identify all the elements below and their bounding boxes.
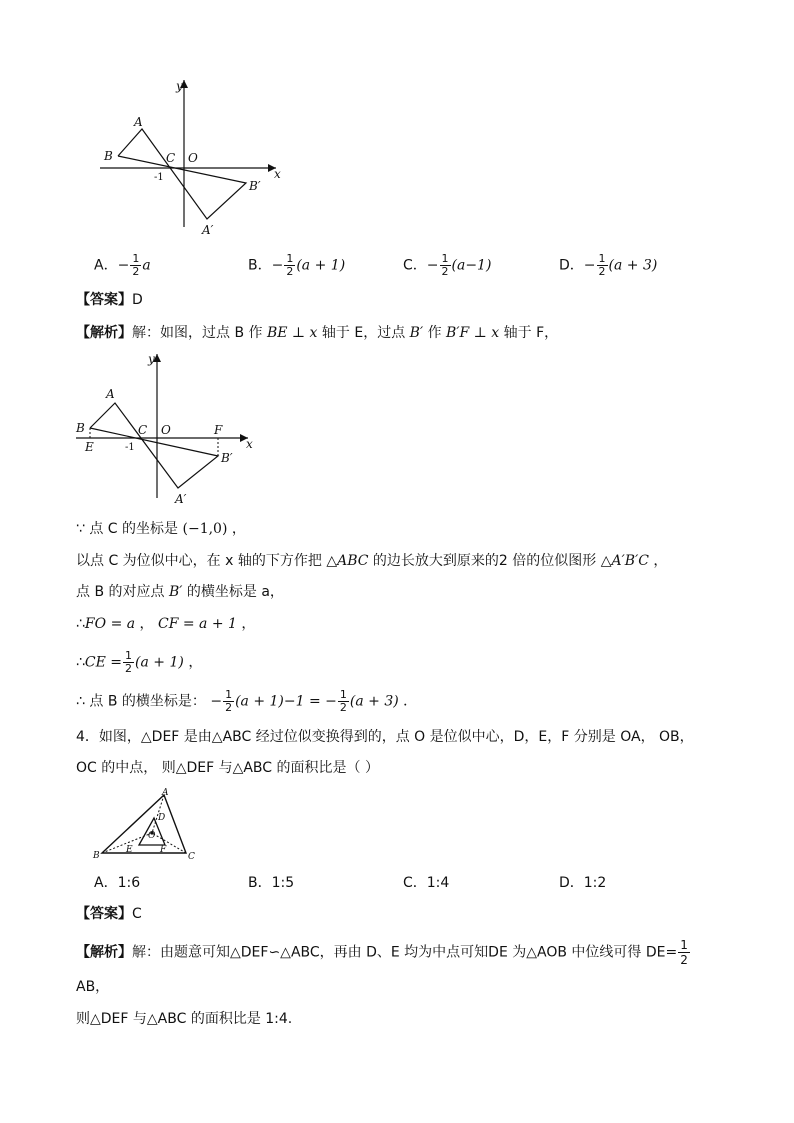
fig1-label-b: B [104,149,113,163]
figure-triangle-similar [88,786,208,864]
q4-analysis-cont: AB， [76,979,110,995]
fig1-label-c: C [166,151,176,165]
fig1-label-y: y [176,79,183,93]
fig1-label-bprime: B′ [249,179,261,193]
q4-stem-line-1: 4．如图，△DEF 是由△ABC 经过位似变换得到的，点 O 是位似中心，D，E，F 分别是 OA， OB， [76,729,694,745]
fig2-label-neg1: -1 [125,442,135,453]
fig1-label-aprime: A′ [202,223,214,237]
q4-label-f: F [160,845,167,855]
fig1-label-a: A [134,115,143,129]
q4-option-d[interactable]: D．1:2 [559,875,607,891]
step-2: 以点 C 为位似中心，在 x 轴的下方作把 △ABC 的边长放大到原来的2 倍的位似图形 △A′B′C ， [76,553,668,569]
fig2-label-bprime: B′ [221,451,233,465]
figure-coordinate-1 [96,72,296,242]
q4-label-e: E [126,845,133,855]
answer-value: C [132,906,142,922]
fig2-label-o: O [161,423,171,437]
q4-option-c[interactable]: C．1:4 [403,875,450,891]
q3-answer [76,290,143,310]
q4-conclusion: 则△DEF 与△ABC 的面积比是 1:4. [76,1011,293,1027]
analysis-tag: 【解析】 [76,325,132,341]
q3-option-c[interactable]: C．− $\frac{1}{2}$ (a−1) [403,252,492,278]
q3-analysis: 【解析】解：如图，过点 B 作 BE ⊥ x 轴于 E，过点 B′ 作 B′F ⊥ x 轴于 F， [76,325,559,341]
step-6: ∴ 点 B 的横坐标是： − $\frac{1}{2}$ (a + 1)−1 = − $\frac{1}{2}$ (a + 3) ． [76,688,418,714]
q4-label-o: O [148,831,156,841]
q4-analysis: 【解析】解：由题意可知△DEF∽△ABC，再由 D、E 均为中点可知DE 为△AOB 中位线可得 DE= $\frac{1}{2}$ [76,938,688,967]
q4-option-b[interactable]: B．1:5 [248,875,295,891]
step-3: 点 B 的对应点 B′ 的横坐标是 a， [76,584,284,600]
q4-answer [76,904,142,924]
q4-stem-line-2: OC 的中点， 则△DEF 与△ABC 的面积比是（ ） [76,760,379,776]
q4-label-d: D [158,813,166,823]
q3-option-d[interactable]: D．− $\frac{1}{2}$ (a + 3) [559,252,658,278]
step-5: ∴CE = $\frac{1}{2}$ (a + 1) ， [76,649,203,675]
q3-option-b[interactable]: B．− $\frac{1}{2}$ (a + 1) [248,252,346,278]
fig2-label-y: y [148,352,155,366]
fig2-label-x: x [246,437,253,451]
fig2-label-a: A [106,387,115,401]
fig2-label-f: F [214,423,223,437]
figure-coordinate-2 [72,346,262,510]
answer-tag: 【答案】 [76,292,132,308]
step-1: ∵ 点 C 的坐标是 (−1,0) ， [76,521,246,537]
fig2-label-b: B [76,421,85,435]
fig2-label-e: E [85,440,94,454]
q3-option-a[interactable]: A．− $\frac{1}{2}$ a [94,252,151,278]
step-4: ∴FO = a ， CF = a + 1 ， [76,616,256,632]
q4-label-b: B [93,851,100,861]
q4-label-a: A [162,788,169,798]
q4-option-a[interactable]: A．1:6 [94,875,141,891]
answer-tag: 【答案】 [76,906,132,922]
q4-label-c: C [188,852,195,862]
fig1-label-x: x [274,167,281,181]
analysis-tag: 【解析】 [76,944,132,961]
fig2-label-c: C [138,423,148,437]
fig1-label-o: O [188,151,198,165]
fig2-label-aprime: A′ [175,492,187,506]
answer-value: D [132,292,143,308]
fig1-label-neg1: -1 [154,172,164,183]
